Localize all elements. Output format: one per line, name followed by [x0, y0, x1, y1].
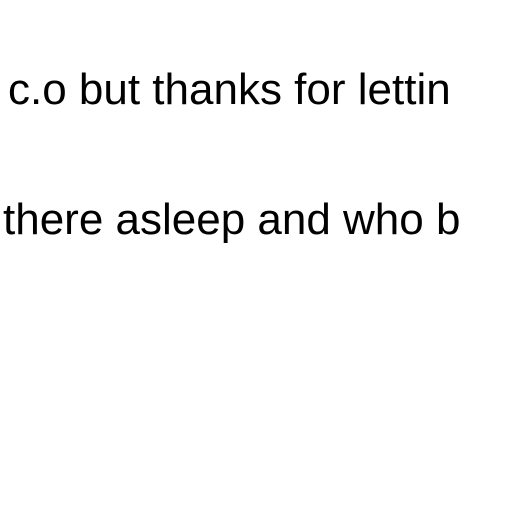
- text-line-2: there asleep and who b: [3, 195, 461, 244]
- text-line-1: c.o but thanks for lettin: [8, 65, 451, 114]
